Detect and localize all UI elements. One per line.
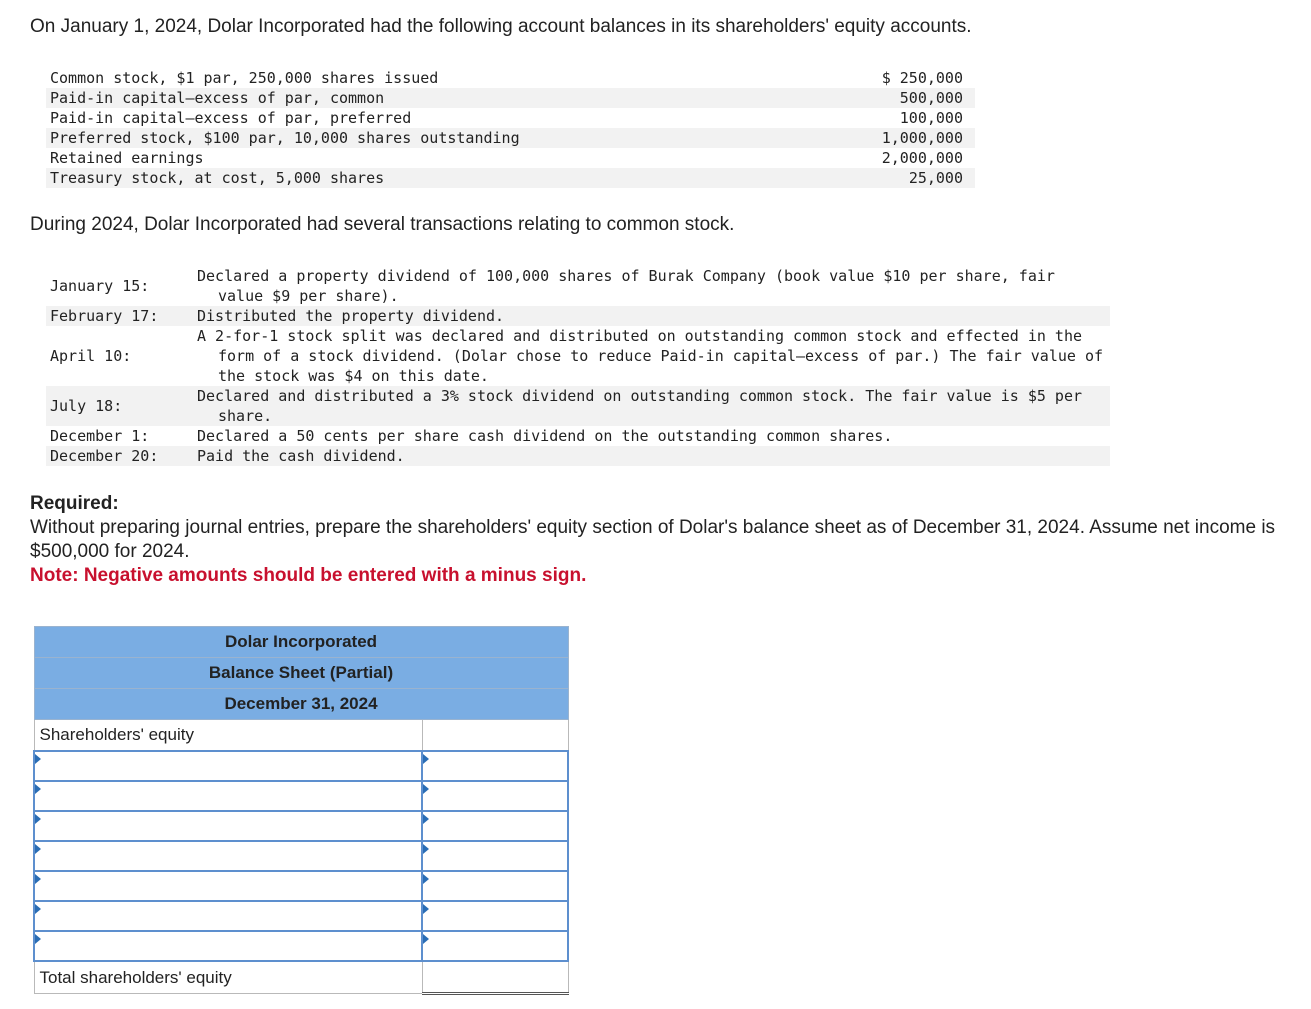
transaction-date: December 1: [50,427,150,445]
transaction-row [46,326,1110,386]
balance-label: Retained earnings [50,149,204,167]
entry-row [34,781,568,811]
transaction-row [46,446,1110,466]
amount-input[interactable] [423,872,567,900]
balance-label: Treasury stock, at cost, 5,000 shares [46,168,818,188]
transaction-date: April 10: [50,347,132,365]
entry-row [34,931,568,961]
required-heading: Required: [30,493,119,514]
balance-label: Preferred stock, $100 par, 10,000 shares outstanding [46,128,818,148]
account-name-input[interactable] [35,932,421,960]
entry-row [34,901,568,931]
amount-input[interactable] [423,752,567,780]
transaction-description: Declared and distributed a 3% stock dividend on outstanding common stock. The fair value is $5 per share. [197,386,1110,426]
transaction-row [46,426,1110,446]
balance-row [46,128,975,148]
balance-amount: 100,000 [899,109,963,127]
amount-input[interactable] [423,842,567,870]
account-name-input[interactable] [35,842,421,870]
balance-sheet-table [33,626,569,995]
account-name-input[interactable] [35,902,421,930]
transaction-row [46,386,1110,426]
balance-label: Paid-in capital—excess of par, preferred [50,109,412,127]
transaction-description: Paid the cash dividend. [197,446,1110,466]
transaction-row [46,306,1110,326]
entry-row [34,841,568,871]
balance-amount: $ 250,000 [881,69,963,87]
sheet-title: Balance Sheet (Partial) [34,658,568,689]
amount-input[interactable] [423,782,567,810]
required-note: Note: Negative amounts should be entered with a minus sign. [30,565,587,586]
balance-amount: 25,000 [818,168,975,188]
transaction-date: July 18: [46,386,197,426]
transaction-description: A 2-for-1 stock split was declared and distributed on outstanding common stock and effected in the form of a stock dividend. (Dolar chose to reduce Paid-in capital—excess of par.) The fair value of the stock was $4 on this date. [197,327,1104,385]
balances-table [46,68,975,188]
company-name: Dolar Incorporated [34,627,568,658]
account-name-input[interactable] [35,752,421,780]
balance-amount: 500,000 [818,88,975,108]
account-name-input[interactable] [35,782,421,810]
balance-row [46,108,975,128]
amount-input[interactable] [423,902,567,930]
balance-label: Paid-in capital—excess of par, common [46,88,818,108]
transaction-date: December 20: [46,446,197,466]
transaction-date: February 17: [46,306,197,326]
balance-label: Common stock, $1 par, 250,000 shares issued [50,69,439,87]
entry-row [34,811,568,841]
transaction-description: Declared a property dividend of 100,000 shares of Burak Company (book value $10 per share, fair value $9 per share). [197,267,1055,305]
balance-row [46,168,975,188]
sheet-date: December 31, 2024 [34,689,568,720]
intro-text: On January 1, 2024, Dolar Incorporated had the following account balances in its shareholders' equity accounts. [30,16,972,37]
total-amount-cell [422,961,568,994]
section-blank-cell [422,720,568,752]
account-name-input[interactable] [35,812,421,840]
amount-input[interactable] [423,932,567,960]
balance-amount: 1,000,000 [818,128,975,148]
transactions-table [46,266,1110,466]
transaction-row [46,266,1110,306]
transaction-description: Distributed the property dividend. [197,306,1110,326]
entry-row [34,871,568,901]
entry-row [34,751,568,781]
balance-amount: 2,000,000 [881,149,963,167]
required-text: Without preparing journal entries, prepare the shareholders' equity section of Dolar's balance sheet as of December 31, 2024. Assume net income is $500,000 for 2024. [30,517,1276,562]
total-label: Total shareholders' equity [34,961,422,994]
amount-input[interactable] [423,812,567,840]
required-section [30,492,1305,588]
balance-row [46,148,975,168]
transactions-intro: During 2024, Dolar Incorporated had several transactions relating to common stock. [30,214,735,235]
account-name-input[interactable] [35,872,421,900]
section-label: Shareholders' equity [34,720,422,752]
transaction-date: January 15: [50,277,150,295]
balance-row [46,88,975,108]
transaction-description: Declared a 50 cents per share cash dividend on the outstanding common shares. [197,427,893,445]
balance-row [46,68,975,88]
